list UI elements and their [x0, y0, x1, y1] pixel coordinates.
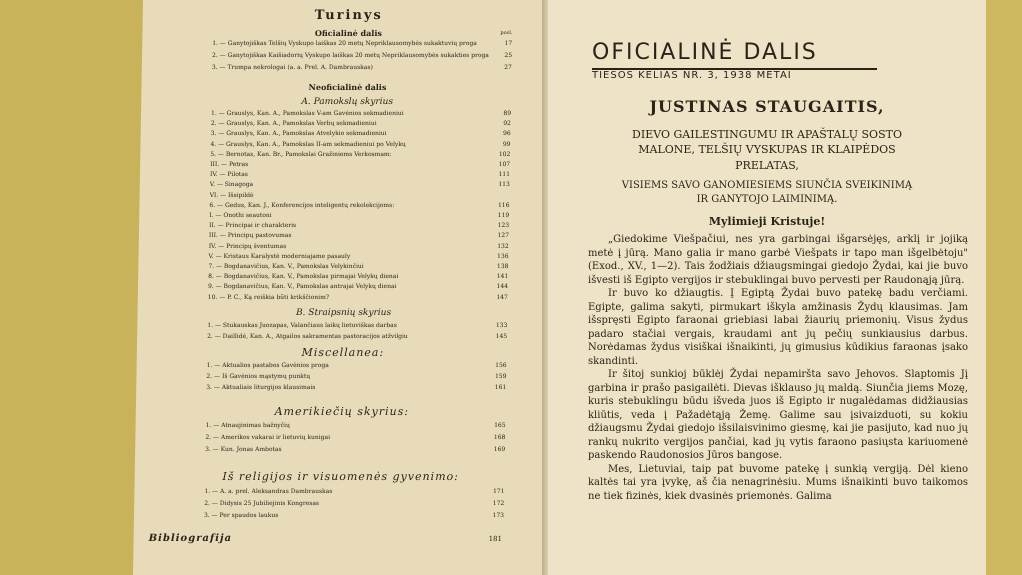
- toc-row: [209, 212, 509, 219]
- toc-entry-text: 2. — Grauslys, Kan. A., Pamokslas Verbų sekmadieniui: [210, 120, 377, 128]
- toc-entry-text: V. — Kristaus Karalystė moderniajame pasauly: [208, 252, 351, 260]
- toc-entry-text: 6. — Gedus, Kan. J., Konferencijos inteligentų rekolekcijoms:: [209, 201, 395, 209]
- toc-row: [210, 141, 510, 148]
- toc-row: [209, 232, 509, 239]
- toc-row: [212, 64, 512, 71]
- toc-entry-text: 4. — Grauslys, Kan. A., Pamokslas II-am sekmadieniui po Velykų: [210, 140, 406, 148]
- toc-entry-text: III. — Principų pastovumas: [208, 232, 292, 240]
- toc-row: [204, 488, 504, 495]
- page-column-label: posl.: [500, 30, 513, 36]
- toc-row: [210, 181, 510, 188]
- toc-row: [211, 110, 511, 117]
- right-heading: OFICIALINĖ DALIS: [592, 40, 818, 65]
- toc-entry-text: 3. — Per spaudos laukus: [203, 512, 279, 519]
- toc-row: [208, 263, 508, 270]
- title-line-1: DIEVO GAILESTINGUMU IR APAŠTALŲ SOSTO: [632, 128, 902, 141]
- toc-entry-page: 116: [497, 201, 510, 209]
- toc-row: [209, 222, 509, 229]
- toc-row: [204, 512, 504, 519]
- section-official: Oficialinė dalis: [314, 28, 383, 38]
- toc-row: [206, 422, 506, 429]
- letter-body: [588, 233, 968, 503]
- toc-entry-text: III. — Petras: [210, 161, 249, 168]
- toc-entry-page: 144: [496, 283, 509, 291]
- toc-row: [208, 253, 508, 260]
- toc-row: [208, 283, 508, 290]
- toc-entry-text: 3. — Trumpa nekrologai (a. a. Prel. A. Dambrauskas): [211, 64, 373, 71]
- toc-entry-page: 172: [492, 500, 505, 507]
- toc-entry-text: II. — Principai ir charakteris: [209, 222, 297, 230]
- toc-row: [212, 52, 512, 59]
- toc-row: [211, 120, 511, 127]
- toc-entry-text: 2. — Ganytojiškas Kaišiadorių Vyskupo laiškas 20 metų Nepriklausomybės sukakties proga: [211, 52, 489, 59]
- toc-entry-page: 173: [492, 512, 505, 519]
- bibliography-title: Bibliografija: [148, 533, 233, 544]
- title-line-3: PRELATAS,: [735, 159, 799, 172]
- toc-entry-page: 136: [497, 252, 509, 260]
- toc-row: [207, 322, 507, 329]
- toc-entry-text: 1. — Grauslys, Kan. A., Pamokslas V-am Gavėnios sekmadieniui: [210, 110, 404, 117]
- toc-entry-page: 169: [493, 446, 506, 453]
- paragraph-2: Ir buvo ko džiaugtis. Į Egiptą Žydai buvo patekę badu verčiami. Egipte, galima sakyti, pirmukart iškyla amžinasis Žydų klausimas. Jam išspręsti Egipto faraonai griebiasi labai žiaurių priemonių. Visus žydus padaro stačiai vergais, kraudami ant jų pečių sunkiausius darbus. Norėdamas žydus visiškai išnaikinti, jų gimusius kūdikius faraonas įsako skandinti.: [588, 288, 968, 367]
- toc-row: [205, 446, 505, 453]
- toc-row: [211, 130, 511, 137]
- toc-entry-page: 96: [502, 130, 511, 138]
- title-line-2: MALONE, TELŠIŲ VYSKUPAS IR KLAIPĖDOS: [638, 143, 896, 156]
- toc-entry-page: 138: [496, 263, 509, 270]
- toc-title: Turinys: [314, 8, 383, 23]
- toc-row: [207, 333, 507, 340]
- toc-entry-page: 145: [495, 333, 508, 340]
- toc-entry-page: 132: [497, 242, 509, 250]
- toc-entry-page: 102: [498, 150, 511, 158]
- bibliography-page: 181: [488, 535, 503, 543]
- toc-entry-page: 92: [503, 120, 511, 128]
- toc-entry-text: 3. — Grauslys, Kan. A., Pamokslas Atvelykio sekmadieniui: [210, 130, 387, 138]
- toc-entry-text: V. — Sinagoga: [209, 181, 254, 189]
- toc-row: [210, 161, 510, 168]
- bishop-name: JUSTINAS STAUGAITIS,: [649, 97, 885, 116]
- religion-title: Iš religijos ir visuomenės gyvenimo:: [222, 470, 460, 483]
- toc-row: [210, 171, 510, 178]
- toc-entry-page: 107: [498, 161, 511, 168]
- toc-entry-page: 133: [495, 322, 508, 329]
- toc-entry-text: 1. — Atnaujinimas bažnyčių: [205, 422, 290, 429]
- toc-row: [209, 202, 509, 209]
- toc-entry-page: 156: [495, 362, 507, 369]
- toc-entry-text: 3. — Kun. Jonas Ambotas: [205, 446, 282, 453]
- toc-entry-text: IV. — Pilotas: [209, 171, 248, 179]
- toc-entry-text: 5. — Bernotas, Kan. Br., Pamokslai Gražiniems Verkosmam:: [210, 150, 392, 158]
- desk-surface-left: [0, 0, 150, 575]
- toc-entry-page: 111: [498, 171, 511, 179]
- toc-row: [208, 294, 508, 301]
- toc-row: [206, 384, 506, 391]
- toc-entry-page: 127: [497, 232, 509, 240]
- greeting-line-2: IR GANYTOJO LAIMINIMĄ.: [696, 194, 838, 205]
- toc-entry-page: 147: [496, 293, 508, 301]
- toc-entry-text: I. — Onothi seautoni: [209, 212, 272, 219]
- toc-entry-page: 171: [492, 488, 505, 495]
- paragraph-1: „Giedokime Viešpačiui, nes yra garbingai išgarsėjęs, arklį ir jojiką metė į jūrą. Mano galia ir mano garbė Viešpats ir tapo man išgelbėtoju" (Exod., XV., 1—2). Tais žodžiais džiaugsmingai giedojo Žydai, kai jie buvo išvesti iš Egipto vergijos ir stebuklingai buvo pervesti per Raudonąją jūrą.: [588, 234, 968, 286]
- toc-entry-page: 141: [496, 273, 509, 281]
- subsection-sermons: A. Pamokslų skyrius: [301, 97, 394, 107]
- toc-entry-text: 1. — A. a. prel. Aleksandras Dambrauskas: [204, 488, 333, 495]
- toc-entry-text: 1. — Ganytojiškas Telšių Vyskupo laiškas 20 metų Nepriklausomybės sukaktuvių proga: [212, 40, 477, 47]
- left-page: [133, 0, 555, 575]
- toc-row: [212, 40, 512, 47]
- toc-row: [210, 192, 510, 199]
- subsection-articles: B. Straipsnių skyrius: [295, 308, 392, 318]
- toc-row: [207, 362, 507, 369]
- toc-entry-text: 1. — Aktualios pastabos Gavėnios proga: [206, 362, 329, 369]
- toc-entry-text: 3. — Aktualiais liturgijos klausimais: [206, 384, 316, 391]
- toc-entry-text: 7. — Bogdanavičius, Kan. V., Pamokslas Velykinčiui: [208, 263, 364, 270]
- toc-row: [205, 434, 505, 441]
- right-subheading: TIESOS KELIAS NR. 3, 1938 METAI: [592, 68, 877, 81]
- toc-row: [206, 373, 506, 380]
- paragraph-3: Ir šitoj sunkioj būklėj Žydai nepamiršta savo Jehovos. Slaptomis Jį garbina ir prašo pasigailėti. Dievas išklauso jų maldą. Siunčia jiems Mozę, kuris stebuklingu būdu išveda juos iš Egipto ir nugalėdamas didžiausias kliūtis, veda į Pažadėtąją Žemę. Galime sau įsivaizduoti, su kokiu džiaugsmu Žydai giedojo išsilaisvinimo giesmę, kai jie pasijuto, kad nuo jų rankų nukrito vergijos pančiai, kad jų vytis faraono pasiųsta kariuomenė paskendo Raudonosios Jūros bangose.: [588, 369, 968, 461]
- toc-row: [210, 151, 510, 158]
- toc-entry-page: 25: [504, 52, 513, 59]
- toc-entry-text: 2. — Didysis 25 Jubiliejinis Kongresas: [204, 500, 320, 507]
- misc-title: Miscellanea:: [301, 346, 385, 359]
- toc-entry-page: 161: [494, 384, 507, 391]
- toc-entry-page: 89: [503, 110, 512, 117]
- toc-entry-text: 2. — Daillidė, Kan. A., Atgailos sakramentas pastoracijos atžvilgiu: [207, 333, 408, 340]
- toc-entry-page: 165: [494, 422, 506, 429]
- toc-entry-text: 2. — Amerikos vakarai ir lietuvių kunigai: [205, 434, 331, 441]
- toc-entry-text: 2. — Iš Gavėnios mąstymų punktų: [206, 373, 311, 380]
- toc-entry-page: 17: [504, 40, 513, 47]
- greeting-line-1: VISIEMS SAVO GANOMIESIEMS SIUNČIA SVEIKINIMĄ: [621, 180, 913, 191]
- toc-entry-page: 159: [494, 373, 507, 380]
- right-page: [548, 0, 986, 575]
- salutation: Mylimieji Kristuje!: [708, 215, 826, 228]
- toc-row: [208, 273, 508, 280]
- toc-entry-text: 9. — Bogdanavičius, Kan. V., Pamokslas antrajai Velykų dienai: [207, 283, 397, 291]
- toc-entry-page: 168: [493, 434, 506, 441]
- section-unofficial: Neoficialinė dalis: [308, 82, 387, 92]
- toc-entry-page: 27: [504, 64, 512, 71]
- toc-row: [209, 243, 509, 250]
- toc-entry-text: 8. — Bogdanavičius, Kan. V., Pamokslas pirmajai Velykų dienai: [208, 273, 399, 281]
- toc-entry-page: 119: [497, 212, 510, 219]
- toc-entry-text: 10. — P. C., Ką reiškia būti krikščionim?: [207, 293, 330, 301]
- american-title: Amerikiečių skyrius:: [274, 405, 410, 418]
- toc-row: [204, 500, 504, 507]
- toc-entry-text: IV. — Principų šventumas: [208, 242, 287, 250]
- toc-entry-text: 1. — Stukauskas Juozapas, Valančiaus laikų lietuviškas darbas: [207, 322, 397, 329]
- toc-entry-page: 99: [502, 140, 511, 148]
- toc-entry-page: 113: [498, 181, 510, 189]
- paragraph-4: Mes, Lietuviai, taip pat buvome patekę į sunkią vergiją. Dėl kieno kaltės tai yra įvykę, aš čia nenagrinėsiu. Mums išnaikinti buvo taikomos ne tiek fizinės, kiek dvasinės priemonės. Galima: [588, 463, 968, 502]
- toc-entry-text: VI. — Išsipildė: [209, 191, 254, 199]
- toc-entry-page: 123: [497, 222, 510, 230]
